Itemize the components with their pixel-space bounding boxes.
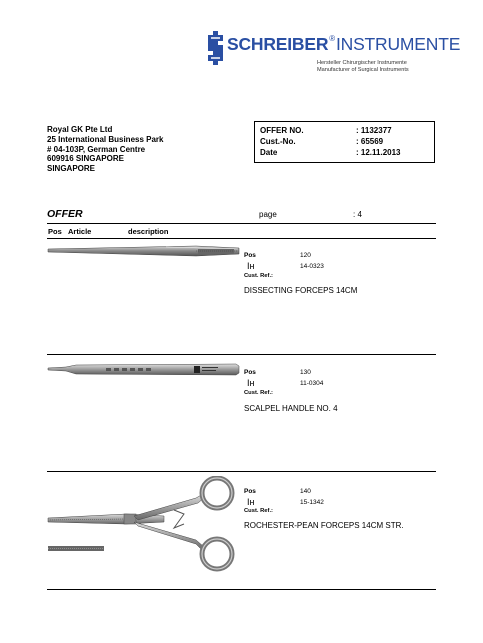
item-article-number: 11-0304 xyxy=(300,380,324,387)
article-icon: Iн xyxy=(247,497,255,507)
offer-number-value: : 1132377 xyxy=(356,126,392,135)
customer-reference-label: Cust. Ref.: xyxy=(244,508,273,514)
address-line: SINGAPORE xyxy=(47,164,96,174)
dissecting-forceps-image xyxy=(46,243,241,261)
offer-number-row xyxy=(260,126,392,135)
item-pos-label: Pos xyxy=(244,369,256,376)
item-pos-number: 120 xyxy=(300,252,311,259)
customer-number-row xyxy=(260,137,384,146)
brand-name: SCHREIBER®INSTRUMENTE xyxy=(227,34,461,54)
item-description: ROCHESTER-PEAN FORCEPS 14CM STR. xyxy=(244,521,404,530)
customer-reference-label: Cust. Ref.: xyxy=(244,390,273,396)
item-pos-number: 130 xyxy=(300,369,311,376)
address-line: # 04-103P, German Centre xyxy=(47,144,146,154)
item-pos-label: Pos xyxy=(244,252,256,259)
brand-tagline-en: Manufacturer of Surgical Instruments xyxy=(317,67,409,73)
item-description: SCALPEL HANDLE NO. 4 xyxy=(244,404,338,413)
brand-tagline-de: Hersteller Chirurgischer Instrumente xyxy=(317,60,407,66)
customer-number-label: Cust.-No. xyxy=(260,137,296,146)
page-number: : 4 xyxy=(353,210,362,219)
date-label: Date xyxy=(260,148,278,157)
customer-number-value: : 65569 xyxy=(356,137,384,146)
scalpel-handle-image xyxy=(46,360,241,378)
item-article-number: 14-0323 xyxy=(300,263,324,270)
rochester-pean-forceps-image xyxy=(46,476,242,574)
date-value: : 12.11.2013 xyxy=(356,148,401,157)
item-description: DISSECTING FORCEPS 14CM xyxy=(244,286,358,295)
divider xyxy=(47,238,436,239)
customer-reference-label: Cust. Ref.: xyxy=(244,273,273,279)
column-header-pos: Pos xyxy=(48,227,62,236)
schreiber-logo-icon xyxy=(207,31,224,65)
column-header-description: description xyxy=(128,227,169,236)
divider xyxy=(47,354,436,355)
column-header-article: Article xyxy=(68,227,92,236)
offer-info-box xyxy=(254,121,435,163)
article-icon: Iн xyxy=(247,378,255,388)
divider xyxy=(47,589,436,590)
article-icon: Iн xyxy=(247,261,255,271)
date-row xyxy=(260,148,401,157)
divider xyxy=(47,223,436,224)
item-pos-label: Pos xyxy=(244,488,256,495)
page-label: page xyxy=(259,210,277,219)
item-article-number: 15-1342 xyxy=(300,499,324,506)
address-line: 609916 SINGAPORE xyxy=(47,154,124,164)
customer-address xyxy=(47,125,164,174)
divider xyxy=(47,471,436,472)
offer-number-label: OFFER NO. xyxy=(260,126,304,135)
address-line: Royal GK Pte Ltd xyxy=(47,125,113,134)
address-line: 25 International Business Park xyxy=(47,134,164,144)
document-title: OFFER xyxy=(47,208,83,220)
item-pos-number: 140 xyxy=(300,488,311,495)
